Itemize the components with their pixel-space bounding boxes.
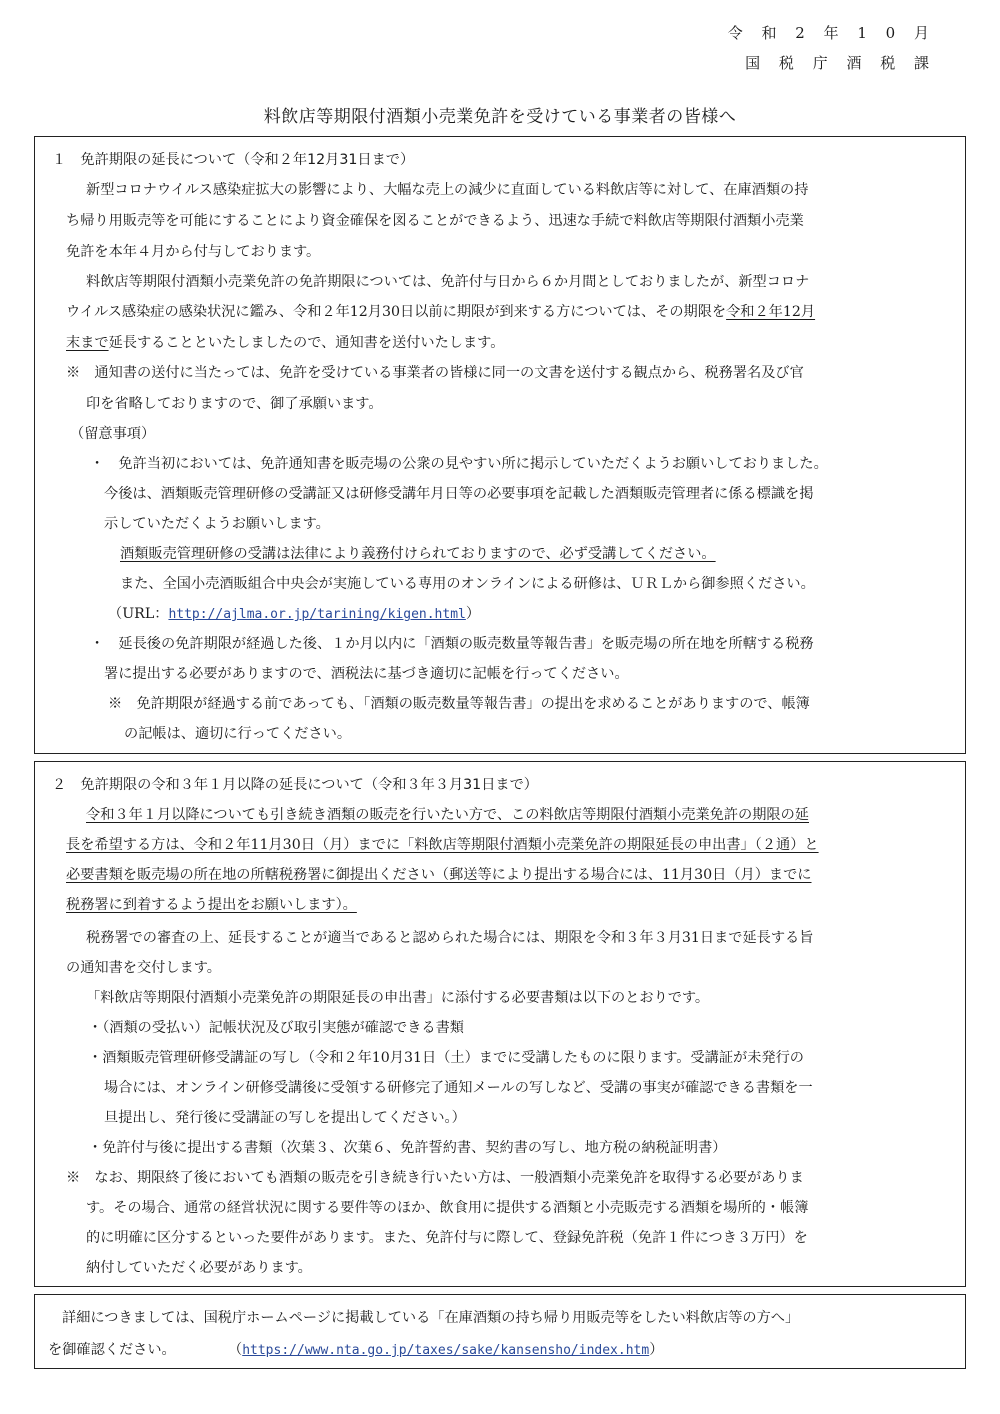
s1-paragraph-2-line [66, 333, 504, 353]
training-url-line [108, 604, 480, 625]
section-1-heading: １ 免許期限の延長について（令和２年12月31日まで） [52, 152, 415, 168]
s1-bullet-2-line: 署に提出する必要がありますので、酒税法に基づき適切に記帳を行ってください。 [104, 666, 629, 682]
s1-bullet-2-line: ・ 延長後の免許期限が経過した後、１か月以内に「酒類の販売数量等報告書」を販売場の所在地を所轄する税務 [90, 636, 814, 652]
s2-note-line: 的に明確に区分するといった要件があります。また、免許付与に際して、登録免許税（免許１件につき３万円）を [86, 1230, 808, 1246]
required-document-item: ・酒類販売管理研修受講証の写し（令和２年10月31日（土）までに受講したものに限ります。受講証が未発行の [88, 1050, 804, 1066]
s2-note-line: ※ なお、期限終了後においても酒類の販売を引き続き行いたい方は、一般酒類小売業免許を取得する必要がありま [66, 1170, 804, 1186]
s2-paragraph-3: 「料飲店等期限付酒類小売業免許の期限延長の申出書」に添付する必要書類は以下のとおりです。 [86, 990, 710, 1006]
underlined-deadline: 令和２年12月 [726, 304, 816, 320]
s2-paragraph-2-line: の通知書を交付します。 [66, 960, 221, 976]
s1-paragraph-1-line: ち帰り用販売等を可能にすることにより資金確保を図ることができるよう、迅速な手続で料飲店等期限付酒類小売業 [66, 213, 804, 229]
text-segment: ウイルス感染症の感染状況に鑑み、令和２年12月30日以前に期限が到来する方については、その期限を [66, 304, 727, 320]
s1-bullet-1-line: また、全国小売酒販組合中央会が実施している専用のオンラインによる研修は、ＵＲＬから御参照ください。 [120, 576, 815, 592]
required-document-item: 場合には、オンライン研修受講後に受領する研修完了通知メールの写しなど、受講の事実が確認できる書類を一 [104, 1080, 813, 1096]
text-segment: 延長することといたしましたので、通知書を送付いたします。 [108, 335, 505, 351]
issue-date: 令 和 2 年 1 0 月 [727, 24, 936, 42]
url-suffix: ） [465, 606, 481, 622]
s2-paragraph-1-line: 必要書類を販売場の所在地の所轄税務署に御提出ください（郵送等により提出する場合には、11月30日（月）までに [66, 867, 812, 883]
url-prefix: （ [228, 1342, 243, 1358]
s1-bullet-2-note-line: ※ 免許期限が経過する前であっても、「酒類の販売数量等報告書」の提出を求めることがありますので、帳簿 [108, 696, 810, 712]
remarks-heading: （留意事項） [70, 426, 156, 442]
s1-bullet-1-line: ・ 免許当初においては、免許通知書を販売場の公衆の見やすい所に掲示していただくようお願いしておりました。 [90, 456, 828, 472]
s2-paragraph-1-line: 令和３年１月以降についても引き続き酒類の販売を行いたい方で、この料飲店等期限付酒類小売業免許の期限の延 [86, 807, 809, 823]
issuing-department: 国 税 庁 酒 税 課 [745, 54, 936, 72]
required-document-item: ・免許付与後に提出する書類（次葉３、次葉６、免許誓約書、契約書の写し、地方税の納税証明書） [88, 1140, 727, 1156]
footer-text-line: を御確認ください。 [48, 1342, 176, 1358]
s1-bullet-1-line: 示していただくようお願いします。 [104, 516, 330, 532]
s1-paragraph-2-line [66, 302, 815, 322]
s1-note-line: 印を省略しておりますので、御了承願います。 [86, 396, 383, 412]
s2-note-line: す。その場合、通常の経営状況に関する要件等のほか、飲食用に提供する酒類と小売販売する酒類を場所的・帳簿 [86, 1200, 809, 1216]
url-suffix: ） [649, 1342, 664, 1358]
s2-paragraph-1-line: 税務署に到着するよう提出をお願いします）。 [66, 897, 357, 913]
section-2-heading: ２ 免許期限の令和３年１月以降の延長について（令和３年３月31日まで） [52, 777, 538, 793]
s1-bullet-2-note-line: の記帳は、適切に行ってください。 [124, 726, 352, 742]
s1-note-line: ※ 通知書の送付に当たっては、免許を受けている事業者の皆様に同一の文書を送付する観点から、税務署名及び官 [66, 365, 804, 381]
s2-paragraph-1-line: 長を希望する方は、令和２年11月30日（月）までに「料飲店等期限付酒類小売業免許の期限延長の申出書」（２通）と [66, 837, 819, 853]
required-document-item: 旦提出し、発行後に受講証の写しを提出してください。） [104, 1110, 466, 1126]
underlined-deadline: 末まで [66, 335, 109, 351]
nta-url-link[interactable]: https://www.nta.go.jp/taxes/sake/kansensho/index.htm [242, 1343, 650, 1358]
url-prefix: （URL： [108, 606, 169, 622]
s2-note-line: 納付していただく必要があります。 [86, 1260, 312, 1276]
s2-paragraph-2-line: 税務署での審査の上、延長することが適当であると認められた場合には、期限を令和３年３月31日まで延長する旨 [86, 930, 814, 946]
required-document-item: ・（酒類の受払い）記帳状況及び取引実態が確認できる書類 [88, 1020, 464, 1036]
mandatory-training-notice: 酒類販売管理研修の受講は法律により義務付けられておりますので、必ず受講してください。 [120, 546, 716, 562]
nta-url-line [228, 1340, 663, 1361]
document-title: 料飲店等期限付酒類小売業免許を受けている事業者の皆様へ [263, 107, 737, 127]
s1-paragraph-2-line: 料飲店等期限付酒類小売業免許の免許期限については、免許付与日から６か月間としておりましたが、新型コロナ [86, 274, 810, 290]
s1-paragraph-1-line: 新型コロナウイルス感染症拡大の影響により、大幅な売上の減少に直面している料飲店等に対して、在庫酒類の持 [86, 182, 809, 198]
footer-text-line: 詳細につきましては、国税庁ホームページに掲載している「在庫酒類の持ち帰り用販売等をしたい料飲店等の方へ」 [62, 1310, 800, 1326]
s1-bullet-1-line: 今後は、酒類販売管理研修の受講証又は研修受講年月日等の必要事項を記載した酒類販売管理者に係る標識を掲 [104, 486, 814, 502]
training-url-link[interactable]: http://ajlma.or.jp/tarining/kigen.html [168, 607, 466, 622]
s1-paragraph-1-line: 免許を本年４月から付与しております。 [66, 244, 321, 260]
